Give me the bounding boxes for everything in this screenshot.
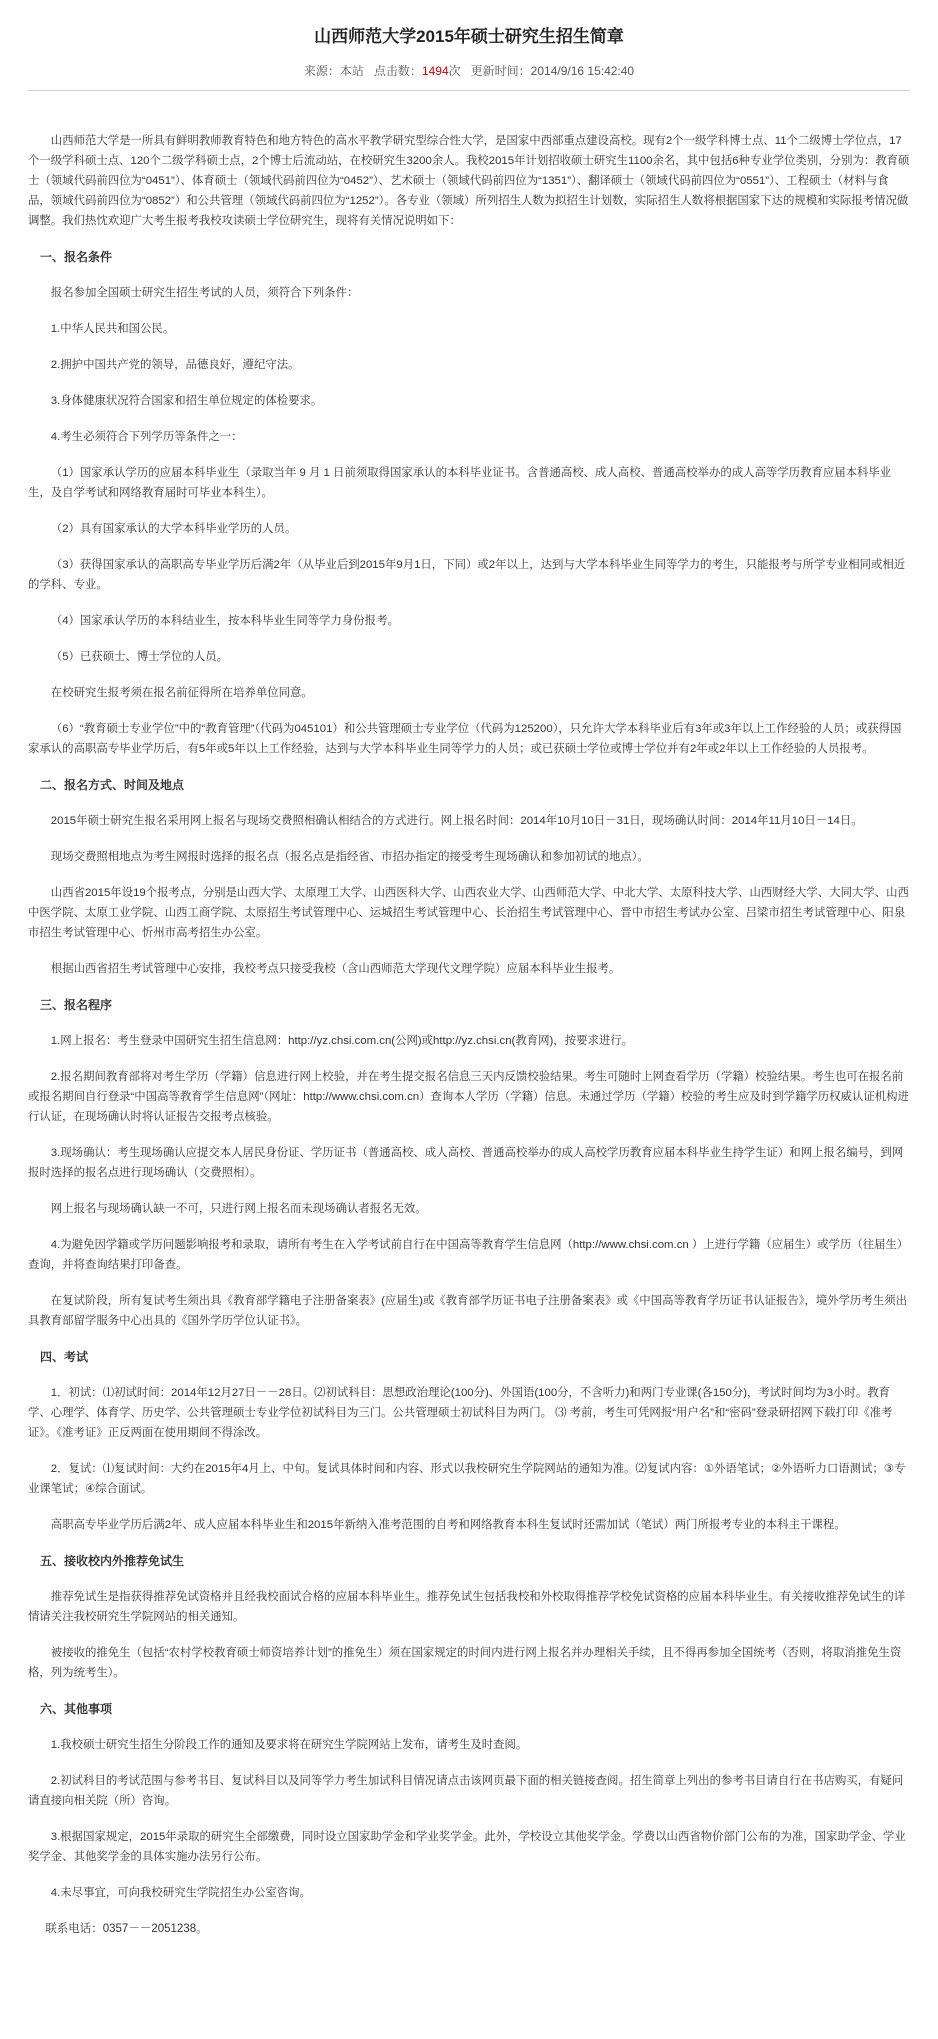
paragraph: 山西省2015年设19个报考点，分别是山西大学、太原理工大学、山西医科大学、山西农业大学、山西师范大学、中北大学、太原科技大学、山西财经大学、大同大学、山西中医学院、太原工业学院、山西工商学院、太原招生考试管理中心、运城招生考试管理中心、长治招生考试管理中心、晋中市招生考试办公室、吕梁市招生考试管理中心、阳泉市招生考试管理中心、忻州市高考招生办公室。 [28, 887, 909, 939]
paragraph: （2）具有国家承认的大学本科毕业学历的人员。 [50, 523, 297, 535]
paragraph: 推荐免试生是指获得推荐免试资格并且经我校面试合格的应届本科毕业生。推荐免试生包括我校和外校取得推荐学校免试资格的应届本科毕业生。有关接收推荐免试生的详情请关注我校研究生学院网站的相关通知。 [28, 1591, 906, 1623]
source-value: 本站 [339, 64, 364, 78]
paragraph: 网上报名与现场确认缺一不可，只进行网上报名而未现场确认者报名无效。 [50, 1203, 427, 1215]
paragraph: 在校研究生报考须在报名前征得所在培养单位同意。 [50, 687, 313, 699]
clicks-label: 点击数： [373, 64, 422, 78]
section-heading-1: 一、报名条件 [40, 250, 113, 264]
paragraph: 2．复试：⑴复试时间：大约在2015年4月上、中旬。复试具体时间和内容、形式以我校研究生学院网站的通知为准。⑵复试内容：①外语笔试；②外语听力口语测试；③专业课笔试；④综合面试。 [28, 1463, 906, 1495]
updated-time: 2014/9/16 15:42:40 [530, 64, 635, 78]
paragraph: 2.拥护中国共产党的领导，品德良好，遵纪守法。 [50, 359, 300, 371]
paragraph: 1．初试：⑴初试时间：2014年12月27日－－28日。⑵初试科目：思想政治理论(100分)、外国语(100分，不含听力)和两门专业课(各150分)，考试时间均为3小时。教育学、心理学、体育学、历史学、公共管理硕士专业学位初试科目为三门。公共管理硕士初试科目为两门。 ⑶ 考前，考生可凭网报“用户名”和“密码”登录研招网下载打印《准考证》。《准考证》正反两面在使用期间不得涂改。 [28, 1387, 893, 1439]
paragraph: 1.中华人民共和国公民。 [50, 323, 175, 335]
paragraph: 4.未尽事宜，可向我校研究生学院招生办公室咨询。 [50, 1887, 311, 1899]
title-divider [28, 90, 910, 91]
paragraph: （5）已获硕士、博士学位的人员。 [50, 651, 228, 663]
paragraph: 3.现场确认：考生现场确认应提交本人居民身份证、学历证书（普通高校、成人高校、普通高校举办的成人高校学历教育应届本科毕业生持学生证）和网上报名编号，到网报时选择的报名点进行现场确认（交费照相）。 [28, 1147, 904, 1179]
updated-label: 更新时间： [470, 64, 531, 78]
paragraph: 2.初试科目的考试范围与参考书目、复试科目以及同等学力考生加试科目情况请点击该网页最下面的相关链接查阅。招生简章上列出的参考书目请自行在书店购买，有疑问请直接向相关院（所）咨询。 [28, 1775, 904, 1807]
section-heading-6: 六、其他事项 [40, 1702, 113, 1716]
section-heading-2: 二、报名方式、时间及地点 [40, 778, 185, 792]
paragraph: （3）获得国家承认的高职高专毕业学历后满2年（从毕业后到2015年9月1日，下同）或2年以上，达到与大学本科毕业生同等学力的考生，只能报考与所学专业相同或相近的学科、专业。 [28, 559, 906, 591]
paragraph: （6）“教育硕士专业学位”中的“教育管理”（代码为045101）和公共管理硕士专业学位（代码为125200），只允许大学本科毕业后有3年或3年以上工作经验的人员；或获得国家承认的高职高专毕业学历后，有5年或5年以上工作经验，达到与大学本科毕业生同等学力的人员；或已获硕士学位或博士学位并有2年或2年以上工作经验的人员报考。 [28, 723, 902, 755]
paragraph: 报名参加全国硕士研究生招生考试的人员，须符合下列条件： [50, 287, 359, 299]
paragraph: 1.我校硕士研究生招生分阶段工作的通知及要求将在研究生学院网站上发布，请考生及时查阅。 [50, 1739, 528, 1751]
contact-phone: 联系电话：0357－－2051238。 [45, 1923, 208, 1935]
paragraph: 在复试阶段，所有复试考生须出具《教育部学籍电子注册备案表》(应届生)或《教育部学历证书电子注册备案表》或《中国高等教育学历证书认证报告》，境外学历考生须出具教育部留学服务中心出具的《国外学历学位认证书》。 [28, 1295, 907, 1327]
paragraph: 4.为避免因学籍或学历问题影响报考和录取，请所有考生在入学考试前自行在中国高等教育学生信息网（http://www.chsi.com.cn ）上进行学籍（应届生）或学历（往届生）查询，并将查询结果打印备查。 [28, 1239, 909, 1271]
click-count: 1494 [421, 64, 449, 78]
section-heading-4: 四、考试 [40, 1350, 89, 1364]
paragraph: （1）国家承认学历的应届本科毕业生（录取当年 9 月 1 日前须取得国家承认的本科毕业证书。含普通高校、成人高校、普通高校举办的成人高等学历教育应届本科毕业生，及自学考试和网络教育届时可毕业本科生）。 [28, 467, 892, 499]
section-heading-5: 五、接收校内外推荐免试生 [40, 1554, 185, 1568]
source-label: 来源： [303, 64, 340, 78]
paragraph: 3.根据国家规定，2015年录取的研究生全部缴费，同时设立国家助学金和学业奖学金。此外，学校设立其他奖学金。学费以山西省物价部门公布的为准，国家助学金、学业奖学金、其他奖学金的具体实施办法另行公布。 [28, 1831, 906, 1863]
paragraph: 高职高专毕业学历后满2年、成人应届本科毕业生和2015年新纳入准考范围的自考和网络教育本科生复试时还需加试（笔试）两门所报考专业的本科主干课程。 [50, 1519, 846, 1531]
paragraph: 4.考生必须符合下列学历等条件之一： [50, 431, 243, 443]
paragraph: 3.身体健康状况符合国家和招生单位规定的体检要求。 [50, 395, 323, 407]
intro-paragraph: 山西师范大学是一所具有鲜明教师教育特色和地方特色的高水平教学研究型综合性大学，是国家中西部重点建设高校。现有2个一级学科博士点、11个二级博士学位点，17个一级学科硕士点、120个二级学科硕士点，2个博士后流动站，在校研究生3200余人。我校2015年计划招收硕士研究生1100余名，其中包括6种专业学位类别，分别为：教育硕士（领域代码前四位为“0451”）、体育硕士（领域代码前四位为“0452”）、艺术硕士（领域代码前四位为“1351”）、翻译硕士（领域代码前四位为“0551”）、工程硕士（材料与食品，领域代码前四位为“0852”）和公共管理（领域代码前四位为“1252”）。各专业（领域）所列招生人数为拟招生计划数，实际招生人数将根据国家下达的规模和实际报考情况做调整。我们热忱欢迎广大考生报考我校攻读硕士学位研究生，现将有关情况说明如下： [28, 135, 910, 227]
paragraph: 被接收的推免生（包括“农村学校教育硕士师资培养计划”的推免生）须在国家规定的时间内进行网上报名并办理相关手续，且不得再参加全国统考（否则，将取消推免生资格，列为统考生）。 [28, 1647, 902, 1679]
section-heading-3: 三、报名程序 [40, 998, 113, 1012]
paragraph: 根据山西省招生考试管理中心安排，我校考点只接受我校（含山西师范大学现代文理学院）应届本科毕业生报考。 [50, 963, 621, 975]
article-title: 山西师范大学2015年硕士研究生招生简章 [314, 27, 624, 46]
clicks-unit: 次 [448, 64, 461, 78]
article-body [28, 131, 910, 1939]
paragraph: 2.报名期间教育部将对考生学历（学籍）信息进行网上校验，并在考生提交报名信息三天内反馈校验结果。考生可随时上网查看学历（学籍）校验结果。考生也可在报名前或报名期间自行登录“中国高等教育学生信息网”（网址：http://www.chsi.com.cn）查询本人学历（学籍）信息。未通过学历（学籍）校验的考生应及时到学籍学历权威认证机构进行认证，在现场确认时将认证报告交报考点核验。 [28, 1071, 909, 1123]
paragraph: （4）国家承认学历的本科结业生，按本科毕业生同等学力身份报考。 [50, 615, 399, 627]
paragraph: 现场交费照相地点为考生网报时选择的报名点（报名点是指经省、市招办指定的接受考生现场确认和参加初试的地点）。 [50, 851, 649, 863]
paragraph: 2015年硕士研究生报名采用网上报名与现场交费照相确认相结合的方式进行。网上报名时间：2014年10月10日－31日，现场确认时间：2014年11月10日－14日。 [50, 815, 863, 827]
article-meta [28, 62, 910, 80]
paragraph: 1.网上报名：考生登录中国研究生招生信息网：http://yz.chsi.com.cn(公网)或http://yz.chsi.cn(教育网)，按要求进行。 [50, 1035, 634, 1047]
